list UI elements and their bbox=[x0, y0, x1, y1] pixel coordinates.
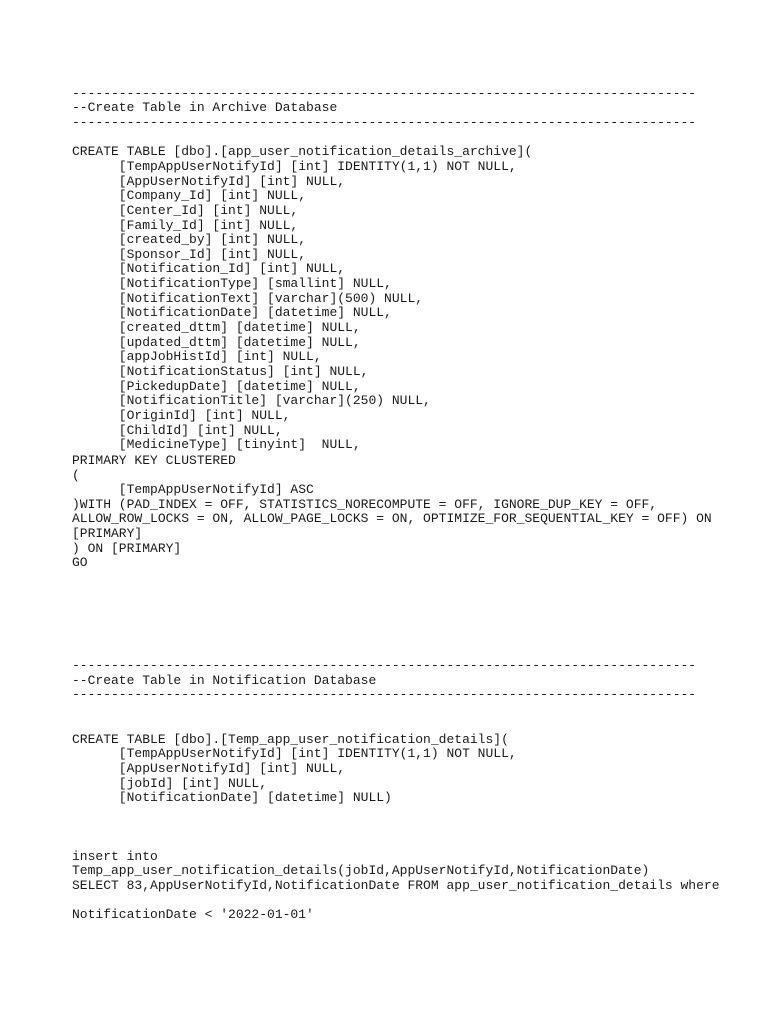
code-line: [NotificationTitle] [varchar](250) NULL, bbox=[72, 393, 431, 408]
code-line: NotificationDate < '2022-01-01' bbox=[72, 907, 314, 922]
code-line: [Center_Id] [int] NULL, bbox=[72, 203, 299, 218]
code-line: [updated_dttm] [datetime] NULL, bbox=[72, 335, 361, 350]
code-line: insert into bbox=[72, 849, 158, 864]
code-line: [Family_Id] [int] NULL, bbox=[72, 218, 299, 233]
code-line: [MedicineType] [tinyint] NULL, bbox=[72, 437, 361, 452]
section-heading: --Create Table in Archive Database bbox=[72, 100, 338, 115]
code-line: CREATE TABLE [dbo].[app_user_notification_details_archive]( bbox=[72, 144, 533, 159]
code-line: [NotificationDate] [datetime] NULL, bbox=[72, 305, 392, 320]
code-line: GO bbox=[72, 555, 88, 570]
code-line: [NotificationDate] [datetime] NULL) bbox=[72, 790, 392, 805]
code-line: [appJobHistId] [int] NULL, bbox=[72, 349, 322, 364]
code-line: [NotificationType] [smallint] NULL, bbox=[72, 276, 392, 291]
code-line: [TempAppUserNotifyId] [int] IDENTITY(1,1) NOT NULL, bbox=[72, 746, 517, 761]
separator-line: -------------------------------------------------------------------------------- bbox=[72, 687, 697, 702]
code-line: )WITH (PAD_INDEX = OFF, STATISTICS_NORECOMPUTE = OFF, IGNORE_DUP_KEY = OFF, bbox=[72, 497, 658, 512]
code-line: ( bbox=[72, 468, 80, 483]
code-line: PRIMARY KEY CLUSTERED bbox=[72, 453, 236, 468]
code-line: [PRIMARY] bbox=[72, 526, 143, 541]
code-line: ) ON [PRIMARY] bbox=[72, 541, 182, 556]
code-line: [OriginId] [int] NULL, bbox=[72, 408, 291, 423]
code-line: [NotificationText] [varchar](500) NULL, bbox=[72, 291, 424, 306]
section-heading: --Create Table in Notification Database bbox=[72, 673, 377, 688]
separator-line: -------------------------------------------------------------------------------- bbox=[72, 86, 697, 101]
code-line: [PickedupDate] [datetime] NULL, bbox=[72, 379, 361, 394]
separator-line: -------------------------------------------------------------------------------- bbox=[72, 658, 697, 673]
code-line: Temp_app_user_notification_details(jobId,AppUserNotifyId,NotificationDate) bbox=[72, 863, 650, 878]
code-line: CREATE TABLE [dbo].[Temp_app_user_notification_details]( bbox=[72, 732, 509, 747]
code-line: [TempAppUserNotifyId] ASC bbox=[72, 482, 314, 497]
code-line: [created_dttm] [datetime] NULL, bbox=[72, 320, 361, 335]
code-line: [NotificationStatus] [int] NULL, bbox=[72, 364, 369, 379]
code-line: [Company_Id] [int] NULL, bbox=[72, 188, 307, 203]
code-line: [ChildId] [int] NULL, bbox=[72, 423, 283, 438]
code-line: SELECT 83,AppUserNotifyId,NotificationDate FROM app_user_notification_details where bbox=[72, 878, 720, 893]
code-line: ALLOW_ROW_LOCKS = ON, ALLOW_PAGE_LOCKS = ON, OPTIMIZE_FOR_SEQUENTIAL_KEY = OFF) ON bbox=[72, 511, 712, 526]
code-line: [Notification_Id] [int] NULL, bbox=[72, 261, 346, 276]
code-line: [Sponsor_Id] [int] NULL, bbox=[72, 247, 307, 262]
code-line: [AppUserNotifyId] [int] NULL, bbox=[72, 174, 346, 189]
code-line: [jobId] [int] NULL, bbox=[72, 776, 268, 791]
separator-line: -------------------------------------------------------------------------------- bbox=[72, 115, 697, 130]
code-line: [created_by] [int] NULL, bbox=[72, 232, 307, 247]
code-line: [TempAppUserNotifyId] [int] IDENTITY(1,1) NOT NULL, bbox=[72, 159, 517, 174]
code-line: [AppUserNotifyId] [int] NULL, bbox=[72, 761, 346, 776]
